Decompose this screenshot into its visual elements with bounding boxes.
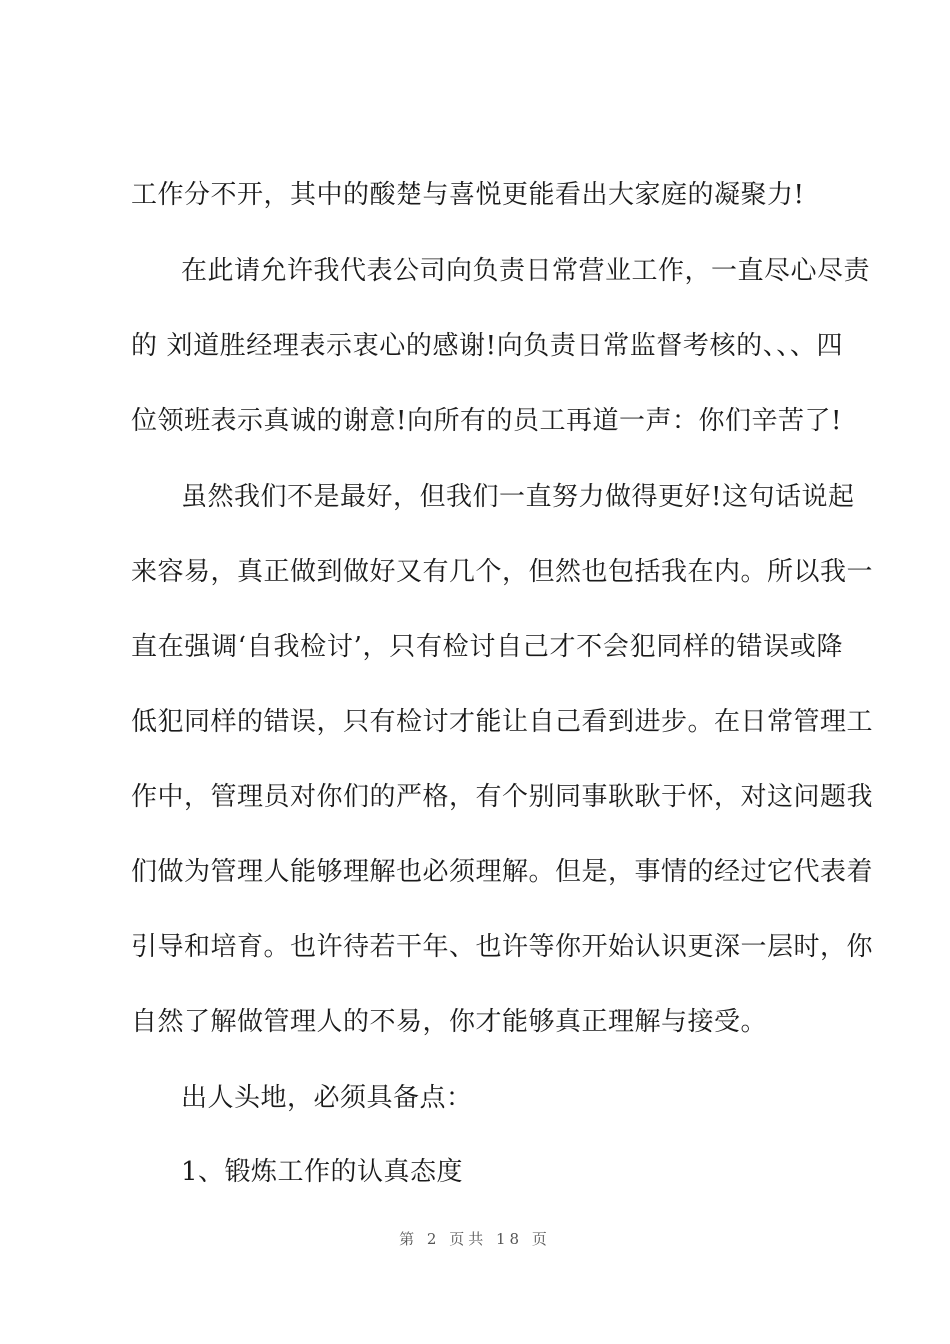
text-line: 的 刘道胜经理表示衷心的感谢!向负责日常监督考核的、、、四 xyxy=(131,331,843,361)
text-line: 自然了解做管理人的不易，你才能够真正理解与接受。 xyxy=(131,1007,768,1037)
text-line: 直在强调‘自我检讨’，只有检讨自己才不会犯同样的错误或降 xyxy=(131,632,843,662)
text-line: 出人头地，必须具备点： xyxy=(181,1083,473,1113)
text-line: 作中，管理员对你们的严格，有个别同事耿耿于怀，对这问题我 xyxy=(131,782,874,812)
text-line: 低犯同样的错误，只有检讨才能让自己看到进步。在日常管理工 xyxy=(131,707,874,737)
text-line: 位领班表示真诚的谢意!向所有的员工再道一声：你们辛苦了! xyxy=(131,406,842,436)
text-line: 虽然我们不是最好，但我们一直努力做得更好!这句话说起 xyxy=(181,482,855,512)
text-line: 引导和培育。也许待若干年、也许等你开始认识更深一层时，你 xyxy=(131,932,874,962)
text-line: 工作分不开，其中的酸楚与喜悦更能看出大家庭的凝聚力! xyxy=(131,180,805,210)
text-line: 1、锻炼工作的认真态度 xyxy=(181,1157,464,1187)
text-line: 们做为管理人能够理解也必须理解。但是，事情的经过它代表着 xyxy=(131,857,874,887)
page-footer: 第 2 页共 18 页 xyxy=(399,1230,551,1248)
text-line: 来容易，真正做到做好又有几个，但然也包括我在内。所以我一 xyxy=(131,557,874,587)
text-line: 在此请允许我代表公司向负责日常营业工作，一直尽心尽责 xyxy=(181,256,871,286)
